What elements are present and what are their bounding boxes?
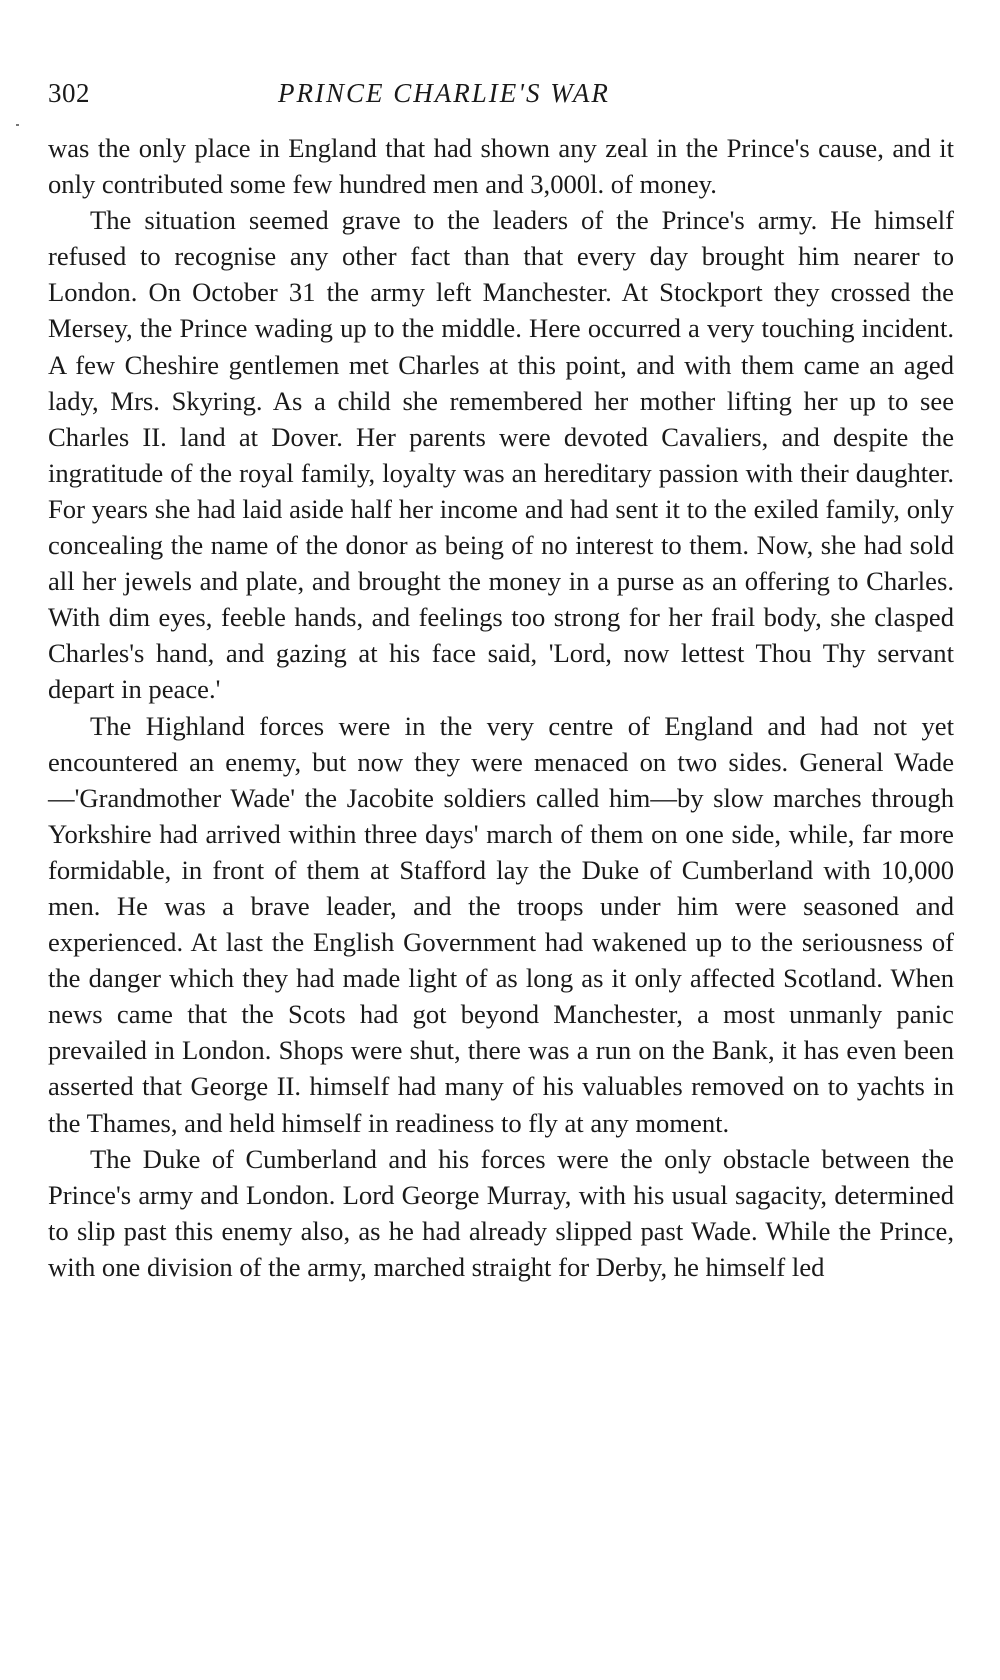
page-mark (16, 124, 19, 126)
page-number: 302 (48, 78, 90, 108)
paragraph-mrs-skyring: The situation seemed grave to the leaders of the Prince's army. He himself refused to recognise any other fact than that every day brought him nearer to London. On October 31 the army left Manchester. At Stockport they crossed the Mersey, the Prince wading up to the middle. Here occurred a very touching incident. A few Cheshire gentlemen met Charles at this point, and with them came an aged lady, Mrs. Skyring. As a child she remembered her mother lifting her up to see Charles II. land at Dover. Her parents were devoted Cavaliers, and despite the ingratitude of the royal family, loyalty was an hereditary passion with their daughter. For years she had laid aside half her income and had sent it to the exiled family, only concealing the name of the donor as being of no interest to them. Now, she had sold all her jewels and plate, and brought the money in a purse as an offering to Charles. With dim eyes, feeble hands, and feelings too strong for her frail body, she clasped Charles's hand, and gazing at his face said, 'Lord, now lettest Thou Thy servant depart in peace.' (48, 205, 954, 705)
paragraph-highland-forces: The Highland forces were in the very centre of England and had not yet encountered an enemy, but now they were menaced on two sides. General Wade—'Grandmother Wade' the Jacobite soldiers called him—by slow marches through Yorkshire had arrived within three days' march of them on one side, while, far more formidable, in front of them at Stafford lay the Duke of Cumberland with 10,000 men. He was a brave leader, and the troops under him were seasoned and experienced. At last the English Government had wakened up to the seriousness of the danger which they had made light of as long as it only affected Scotland. When news came that the Scots had got beyond Manchester, a most unmanly panic prevailed in London. Shops were shut, there was a run on the Bank, it has even been asserted that George II. himself had many of his valuables removed on to yachts in the Thames, and held himself in readiness to fly at any moment. (48, 710, 954, 1138)
running-head (48, 72, 954, 112)
paragraph-duke-of-cumberland: The Duke of Cumberland and his forces were the only obstacle between the Prince's army and London. Lord George Murray, with his usual sagacity, determined to slip past this enemy also, as he had already slipped past Wade. While the Prince, with one division of the army, marched straight for Derby, he himself led (48, 1143, 954, 1282)
book-page (48, 72, 954, 1285)
paragraph-continuation: was the only place in England that had shown any zeal in the Prince's cause, and it only contributed some few hundred men and 3,000l. of money. (48, 133, 954, 200)
running-title: PRINCE CHARLIE'S WAR (278, 78, 610, 108)
